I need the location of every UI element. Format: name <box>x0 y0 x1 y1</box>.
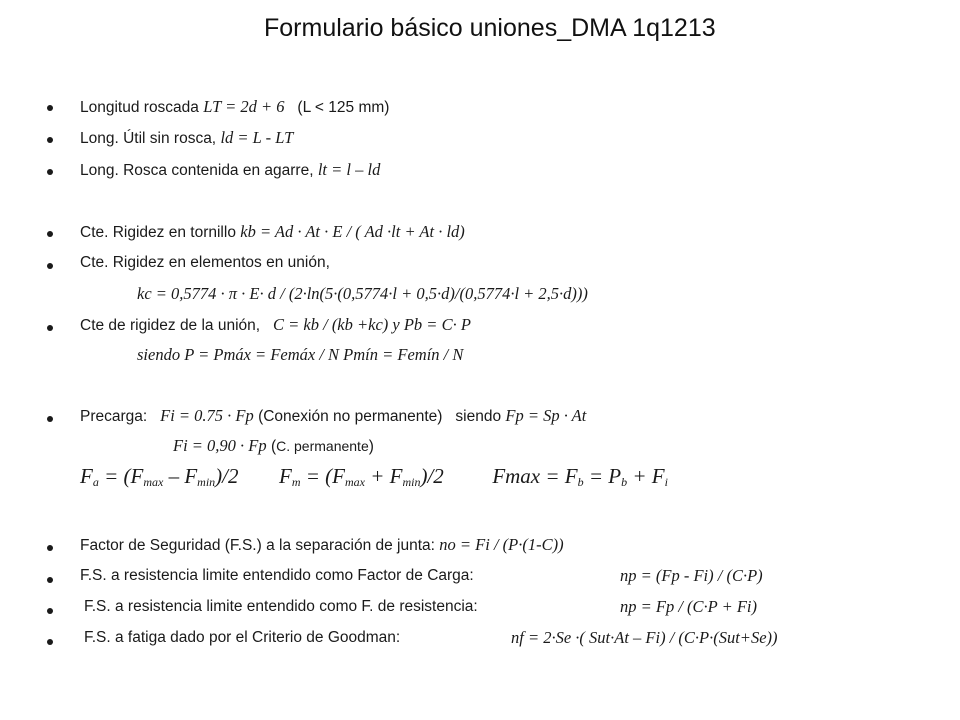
bolt-stiffness-line <box>80 222 465 242</box>
preload-formula: Fi = 0.75 · Fp <box>160 406 254 425</box>
bullet <box>47 105 53 111</box>
bolt-stiffness-label: Cte. Rigidez en tornillo <box>80 224 236 241</box>
preload-line <box>80 406 586 426</box>
bullet <box>47 639 53 645</box>
joint-stiffness-line <box>80 315 471 335</box>
joint-stiffness-label: Cte de rigidez de la unión, <box>80 317 261 334</box>
bullet <box>47 137 53 143</box>
preload-permanent-line <box>173 436 374 456</box>
strength-factor-line <box>84 598 478 616</box>
member-stiffness-formula: kc = 0,5774 · π · E· d / (2·ln(5·(0,5774·l + 0,5·d)/(0,5774·l + 2,5·d))) <box>137 284 588 303</box>
grip-thread-label: Long. Rosca contenida en agarre, <box>80 162 314 179</box>
strength-factor-label: F.S. a resistencia limite entendido como F. de resistencia: <box>84 598 478 615</box>
preload-label: Precarga: <box>80 408 148 425</box>
preload-note: (Conexión no permanente) <box>258 408 443 425</box>
unthreaded-length-formula: ld = L - LT <box>220 128 294 147</box>
thread-length-line <box>80 97 389 117</box>
preload-permanent-formula: Fi = 0,90 · Fp <box>173 436 267 455</box>
load-definition-formula: siendo P = Pmáx = Femáx / N Pmín = Femín / N <box>137 345 464 364</box>
grip-thread-line <box>80 160 380 180</box>
bullet <box>47 263 53 269</box>
mean-force-equation: $F_m = (F_{max} + F_{min})/2$ <box>278 464 444 489</box>
member-stiffness-line <box>80 254 330 272</box>
load-factor-label: F.S. a resistencia limite entendido como Factor de Carga: <box>80 567 474 584</box>
page-title: Formulario básico uniones_DMA 1q1213 <box>264 14 716 42</box>
member-stiffness-label: Cte. Rigidez en elementos en unión, <box>80 254 330 271</box>
preload-siendo-label: siendo <box>455 408 502 425</box>
thread-length-formula: LT = 2d + 6 <box>203 97 285 116</box>
bullet <box>47 416 53 422</box>
bullet <box>47 577 53 583</box>
fatigue-factor-formula: nf = 2·Se ·( Sut·At – Fi) / (C·P·(Sut+Se)) <box>511 628 778 647</box>
bolt-stiffness-formula: kb = Ad · At · E / ( Ad ·lt + At · ld) <box>240 222 465 241</box>
load-factor-line <box>80 567 474 585</box>
thread-length-label: Longitud roscada <box>80 99 199 116</box>
unthreaded-length-label: Long. Útil sin rosca, <box>80 130 217 147</box>
paren-open: ( <box>270 438 277 455</box>
unthreaded-length-line <box>80 128 293 148</box>
separation-safety-line <box>80 535 564 555</box>
load-factor-formula: np = (Fp - Fi) / (C·P) <box>620 566 763 585</box>
proof-load-formula: Fp = Sp · At <box>505 406 587 425</box>
preload-permanent-note: C. permanente <box>276 438 369 454</box>
joint-stiffness-formula: C = kb / (kb +kc) y Pb = C· P <box>273 315 471 334</box>
alternating-force-equation: $F_a = (F_{max} - F_{min})/2$ <box>80 464 239 489</box>
bullet <box>47 545 53 551</box>
max-force-equation: $Fmax = F_b = P_b + F_i$ <box>492 464 668 489</box>
paren-close: ) <box>368 438 374 455</box>
thread-length-note: (L < 125 mm) <box>297 99 390 116</box>
bullet <box>47 231 53 237</box>
strength-factor-formula: np = Fp / (C·P + Fi) <box>620 597 757 616</box>
grip-thread-formula: lt = l – ld <box>317 160 381 179</box>
bullet <box>47 169 53 175</box>
fatigue-factor-line <box>84 629 400 647</box>
separation-safety-formula: no = Fi / (P·(1-C)) <box>439 535 564 554</box>
bullet <box>47 608 53 614</box>
fatigue-factor-label: F.S. a fatiga dado por el Criterio de Goodman: <box>84 629 401 646</box>
force-equations-line <box>80 464 668 490</box>
separation-safety-label: Factor de Seguridad (F.S.) a la separación de junta: <box>80 537 435 554</box>
bullet <box>47 325 53 331</box>
